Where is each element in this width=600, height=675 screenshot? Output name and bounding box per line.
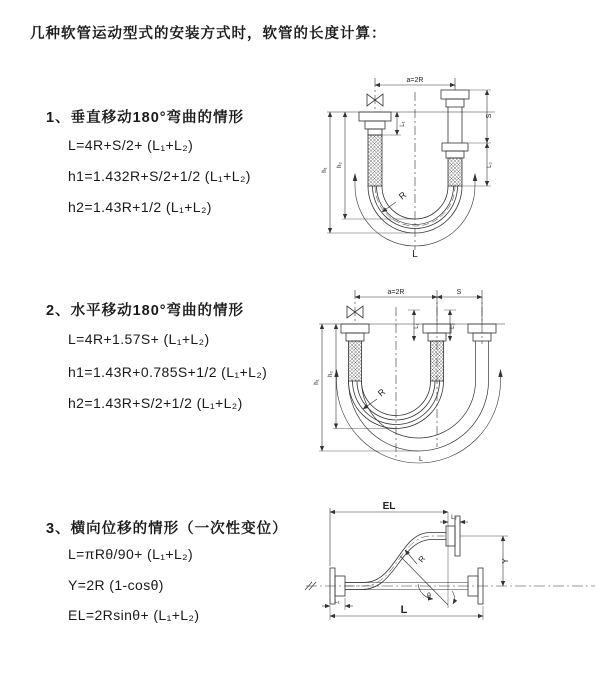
- dim-label-theta: θ: [427, 593, 431, 600]
- section-3-formula-EL: EL=2Rsinθ+ (L₁+L₂): [68, 607, 200, 623]
- hose-u-bend-position2: [349, 341, 489, 451]
- diagram-vertical-180-bend: [315, 70, 590, 260]
- left-pipe-flange: [359, 112, 391, 135]
- dim-label-l2: L₂: [451, 515, 457, 521]
- section-1-formula-h2: h2=1.43R+1/2 (L₁+L₂): [68, 199, 212, 215]
- section-2-formula-h1: h1=1.43R+0.785S+1/2 (L₁+L₂): [68, 364, 268, 380]
- section-1-heading: 1、垂直移动180°弯曲的情形: [46, 110, 245, 126]
- dim-label-r: R: [375, 386, 388, 399]
- dim-label-h2: h₂: [328, 371, 334, 377]
- right-pipe-flanges: [441, 90, 469, 158]
- dim-label-h1: h₁: [322, 167, 328, 173]
- dim-label-h2: h₂: [337, 162, 343, 168]
- section-2-heading: 2、水平移动180°弯曲的情形: [46, 303, 245, 319]
- dim-label-r: R: [416, 554, 428, 565]
- dim-label-l2: L₂: [487, 162, 493, 168]
- dimension-h1-h2: [319, 324, 418, 451]
- page-title: 几种软管运动型式的安装方式时，软管的长度计算：: [30, 26, 387, 42]
- section-3-heading: 3、横向位移的情形（一次性变位）: [46, 521, 288, 537]
- dim-label-l1: L₁: [400, 121, 406, 127]
- dim-label-l: L: [400, 604, 408, 616]
- radius-leader: [405, 550, 417, 564]
- dim-label-r: R: [396, 189, 409, 202]
- dim-label-y: Y: [501, 558, 510, 564]
- section-1-formula-h1: h1=1.432R+S/2+1/2 (L₁+L₂): [68, 168, 251, 184]
- section-2-formula-h2: h2=1.43R+S/2+1/2 (L₁+L₂): [68, 395, 243, 411]
- left-braided-hose: [368, 135, 382, 186]
- section-2-formula-L: L=4R+1.57S+ (L₁+L₂): [68, 331, 210, 347]
- diagram-lateral-displacement: [300, 498, 600, 663]
- section-3-formula-L: L=πRθ/90+ (L₁+L₂): [68, 546, 194, 562]
- hose-u-bend: [368, 186, 462, 233]
- section-3-formula-Y: Y=2R (1-cosθ): [68, 577, 164, 593]
- right-braided-hose: [448, 158, 462, 186]
- dim-label-l1: L₁: [334, 599, 340, 605]
- dim-label-h1: h₁: [314, 379, 320, 385]
- left-pipe-flange: [341, 324, 369, 341]
- dimension-S-L2: [462, 90, 491, 186]
- dim-label-el: EL: [382, 501, 396, 512]
- dim-label-l: L: [412, 249, 418, 260]
- dim-label-a2r: a=2R: [406, 77, 424, 84]
- radius-leader: [382, 202, 396, 212]
- centerlines: [355, 290, 482, 458]
- dim-label-s: S: [486, 113, 493, 119]
- dim-label-a2r: a=2R: [387, 289, 405, 296]
- dimension-a2R: [375, 85, 455, 90]
- dim-label-s: S: [456, 289, 462, 296]
- dim-label-l1: L₁: [414, 323, 420, 329]
- s-curved-hose: [345, 533, 446, 590]
- dim-label-l2: L₂: [450, 323, 456, 329]
- middle-braided-hose: [431, 341, 444, 381]
- dimension-L-arc: [334, 369, 502, 463]
- diagram-horizontal-180-bend: [310, 282, 595, 467]
- dim-label-l: L: [419, 456, 423, 463]
- dimension-a2R-S: [355, 297, 482, 324]
- left-braided-hose: [349, 341, 362, 381]
- section-1-formula-L: L=4R+S/2+ (L₁+L₂): [68, 137, 194, 153]
